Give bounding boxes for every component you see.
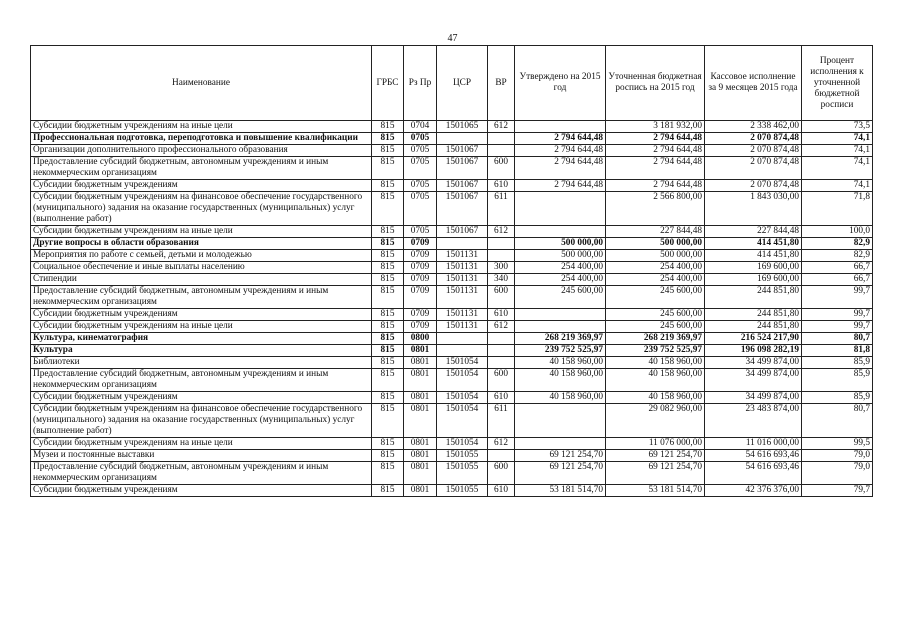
- header-cash: Кассовое исполнение за 9 месяцев 2015 года: [705, 46, 802, 121]
- cell-grbs: 815: [372, 226, 404, 238]
- cell-csr: 1501067: [437, 157, 488, 180]
- cell-cash: 34 499 874,00: [705, 392, 802, 404]
- cell-refined: 500 000,00: [606, 250, 705, 262]
- cell-refined: 40 158 960,00: [606, 392, 705, 404]
- cell-vr: 610: [488, 392, 515, 404]
- cell-approved: 40 158 960,00: [515, 392, 606, 404]
- cell-refined: 69 121 254,70: [606, 450, 705, 462]
- cell-csr: 1501054: [437, 369, 488, 392]
- cell-name: Предоставление субсидий бюджетным, автономным учреждениям и иным некоммерческим организациям: [31, 286, 372, 309]
- cell-name: Субсидии бюджетным учреждениям: [31, 309, 372, 321]
- cell-cash: 54 616 693,46: [705, 450, 802, 462]
- cell-grbs: 815: [372, 392, 404, 404]
- cell-rzpr: 0705: [404, 157, 437, 180]
- cell-grbs: 815: [372, 485, 404, 497]
- cell-approved: [515, 121, 606, 133]
- cell-refined: 40 158 960,00: [606, 357, 705, 369]
- cell-name: Предоставление субсидий бюджетным, автономным учреждениям и иным некоммерческим организациям: [31, 462, 372, 485]
- cell-grbs: 815: [372, 274, 404, 286]
- cell-csr: 1501054: [437, 392, 488, 404]
- cell-name: Субсидии бюджетным учреждениям на иные цели: [31, 226, 372, 238]
- cell-rzpr: 0704: [404, 121, 437, 133]
- cell-csr: 1501055: [437, 462, 488, 485]
- cell-vr: 611: [488, 404, 515, 438]
- table-row: [31, 133, 873, 145]
- cell-grbs: 815: [372, 462, 404, 485]
- cell-approved: [515, 438, 606, 450]
- cell-csr: 1501055: [437, 485, 488, 497]
- cell-refined: 40 158 960,00: [606, 369, 705, 392]
- cell-grbs: 815: [372, 438, 404, 450]
- cell-csr: 1501067: [437, 145, 488, 157]
- cell-name: Библиотеки: [31, 357, 372, 369]
- cell-refined: 500 000,00: [606, 238, 705, 250]
- cell-approved: 268 219 369,97: [515, 333, 606, 345]
- cell-csr: [437, 345, 488, 357]
- table-row: [31, 180, 873, 192]
- table-row: [31, 321, 873, 333]
- cell-percent: 99,7: [802, 321, 873, 333]
- table-row: [31, 145, 873, 157]
- cell-rzpr: 0801: [404, 345, 437, 357]
- cell-vr: 610: [488, 309, 515, 321]
- header-vr: ВР: [488, 46, 515, 121]
- cell-rzpr: 0705: [404, 226, 437, 238]
- cell-grbs: 815: [372, 333, 404, 345]
- cell-refined: 245 600,00: [606, 286, 705, 309]
- cell-grbs: 815: [372, 180, 404, 192]
- cell-percent: 81,8: [802, 345, 873, 357]
- cell-refined: 245 600,00: [606, 309, 705, 321]
- cell-rzpr: 0709: [404, 286, 437, 309]
- cell-cash: 169 600,00: [705, 274, 802, 286]
- cell-percent: 82,9: [802, 250, 873, 262]
- cell-vr: [488, 345, 515, 357]
- cell-vr: 610: [488, 180, 515, 192]
- cell-cash: 244 851,80: [705, 321, 802, 333]
- cell-approved: [515, 192, 606, 226]
- cell-refined: 3 181 932,00: [606, 121, 705, 133]
- cell-refined: 227 844,48: [606, 226, 705, 238]
- cell-csr: [437, 133, 488, 145]
- cell-grbs: 815: [372, 321, 404, 333]
- cell-csr: 1501055: [437, 450, 488, 462]
- table-row: [31, 274, 873, 286]
- budget-execution-table: [30, 45, 873, 497]
- cell-csr: 1501131: [437, 321, 488, 333]
- cell-name: Организации дополнительного профессионального образования: [31, 145, 372, 157]
- cell-refined: 254 400,00: [606, 262, 705, 274]
- cell-percent: 100,0: [802, 226, 873, 238]
- cell-cash: 2 070 874,48: [705, 157, 802, 180]
- cell-vr: 600: [488, 462, 515, 485]
- table-row: [31, 262, 873, 274]
- header-csr: ЦСР: [437, 46, 488, 121]
- cell-rzpr: 0709: [404, 238, 437, 250]
- cell-refined: 2 566 800,00: [606, 192, 705, 226]
- cell-rzpr: 0709: [404, 321, 437, 333]
- cell-approved: 239 752 525,97: [515, 345, 606, 357]
- cell-vr: [488, 145, 515, 157]
- cell-grbs: 815: [372, 369, 404, 392]
- cell-percent: 82,9: [802, 238, 873, 250]
- table-row: [31, 121, 873, 133]
- cell-cash: 34 499 874,00: [705, 369, 802, 392]
- cell-percent: 66,7: [802, 262, 873, 274]
- cell-grbs: 815: [372, 238, 404, 250]
- cell-csr: 1501131: [437, 250, 488, 262]
- cell-percent: 66,7: [802, 274, 873, 286]
- cell-grbs: 815: [372, 192, 404, 226]
- cell-cash: 227 844,48: [705, 226, 802, 238]
- cell-approved: [515, 309, 606, 321]
- cell-csr: 1501054: [437, 438, 488, 450]
- cell-percent: 85,9: [802, 357, 873, 369]
- cell-vr: [488, 133, 515, 145]
- cell-cash: 42 376 376,00: [705, 485, 802, 497]
- cell-name: Культура, кинематография: [31, 333, 372, 345]
- cell-refined: 268 219 369,97: [606, 333, 705, 345]
- cell-rzpr: 0705: [404, 145, 437, 157]
- table-row: [31, 309, 873, 321]
- cell-vr: [488, 250, 515, 262]
- cell-grbs: 815: [372, 250, 404, 262]
- cell-grbs: 815: [372, 357, 404, 369]
- cell-rzpr: 0801: [404, 450, 437, 462]
- cell-grbs: 815: [372, 157, 404, 180]
- header-rzpr: Рз Пр: [404, 46, 437, 121]
- table-row: [31, 357, 873, 369]
- cell-rzpr: 0709: [404, 250, 437, 262]
- cell-percent: 74,1: [802, 180, 873, 192]
- table-row: [31, 226, 873, 238]
- cell-name: Другие вопросы в области образования: [31, 238, 372, 250]
- cell-rzpr: 0705: [404, 192, 437, 226]
- table-row: [31, 345, 873, 357]
- cell-cash: 11 016 000,00: [705, 438, 802, 450]
- header-name: Наименование: [31, 46, 372, 121]
- cell-refined: 239 752 525,97: [606, 345, 705, 357]
- cell-name: Профессиональная подготовка, переподготовка и повышение квалификации: [31, 133, 372, 145]
- cell-grbs: 815: [372, 345, 404, 357]
- page-number: 47: [447, 33, 458, 44]
- cell-grbs: 815: [372, 286, 404, 309]
- cell-cash: 1 843 030,00: [705, 192, 802, 226]
- cell-rzpr: 0705: [404, 180, 437, 192]
- cell-cash: 216 524 217,90: [705, 333, 802, 345]
- cell-refined: 69 121 254,70: [606, 462, 705, 485]
- cell-cash: 169 600,00: [705, 262, 802, 274]
- cell-percent: 99,7: [802, 286, 873, 309]
- cell-vr: [488, 450, 515, 462]
- cell-percent: 79,7: [802, 485, 873, 497]
- cell-approved: [515, 404, 606, 438]
- cell-name: Субсидии бюджетным учреждениям: [31, 180, 372, 192]
- cell-approved: 2 794 644,48: [515, 157, 606, 180]
- cell-csr: 1501131: [437, 286, 488, 309]
- cell-rzpr: 0709: [404, 309, 437, 321]
- cell-grbs: 815: [372, 309, 404, 321]
- cell-percent: 80,7: [802, 404, 873, 438]
- cell-vr: 610: [488, 485, 515, 497]
- table-row: [31, 192, 873, 226]
- cell-approved: 2 794 644,48: [515, 145, 606, 157]
- cell-rzpr: 0801: [404, 369, 437, 392]
- table-row: [31, 450, 873, 462]
- cell-refined: 2 794 644,48: [606, 145, 705, 157]
- cell-cash: 23 483 874,00: [705, 404, 802, 438]
- cell-csr: 1501131: [437, 274, 488, 286]
- cell-percent: 85,9: [802, 392, 873, 404]
- cell-cash: 196 098 282,19: [705, 345, 802, 357]
- cell-approved: 69 121 254,70: [515, 462, 606, 485]
- cell-vr: 300: [488, 262, 515, 274]
- cell-vr: 611: [488, 192, 515, 226]
- cell-approved: 500 000,00: [515, 238, 606, 250]
- cell-cash: 34 499 874,00: [705, 357, 802, 369]
- cell-cash: 54 616 693,46: [705, 462, 802, 485]
- cell-approved: 40 158 960,00: [515, 357, 606, 369]
- cell-rzpr: 0801: [404, 357, 437, 369]
- cell-rzpr: 0801: [404, 404, 437, 438]
- cell-grbs: 815: [372, 262, 404, 274]
- table-row: [31, 462, 873, 485]
- cell-rzpr: 0705: [404, 133, 437, 145]
- header-refined: Уточненная бюджетная роспись на 2015 год: [606, 46, 705, 121]
- header-percent: Процент исполнения к уточненной бюджетной росписи: [802, 46, 873, 121]
- table-header-row: [31, 46, 873, 121]
- cell-name: Социальное обеспечение и иные выплаты населению: [31, 262, 372, 274]
- cell-rzpr: 0800: [404, 333, 437, 345]
- table-row: [31, 157, 873, 180]
- header-approved: Утверждено на 2015 год: [515, 46, 606, 121]
- cell-rzpr: 0709: [404, 274, 437, 286]
- cell-refined: 53 181 514,70: [606, 485, 705, 497]
- cell-grbs: 815: [372, 404, 404, 438]
- cell-refined: 11 076 000,00: [606, 438, 705, 450]
- cell-cash: 2 070 874,48: [705, 133, 802, 145]
- cell-approved: 40 158 960,00: [515, 369, 606, 392]
- cell-percent: 71,8: [802, 192, 873, 226]
- table-row: [31, 369, 873, 392]
- cell-approved: 500 000,00: [515, 250, 606, 262]
- cell-refined: 2 794 644,48: [606, 157, 705, 180]
- cell-percent: 74,1: [802, 145, 873, 157]
- cell-cash: 244 851,80: [705, 286, 802, 309]
- header-grbs: ГРБС: [372, 46, 404, 121]
- cell-csr: [437, 238, 488, 250]
- table-row: [31, 250, 873, 262]
- cell-refined: 245 600,00: [606, 321, 705, 333]
- cell-approved: 254 400,00: [515, 274, 606, 286]
- cell-grbs: 815: [372, 145, 404, 157]
- table-row: [31, 404, 873, 438]
- cell-percent: 80,7: [802, 333, 873, 345]
- table-row: [31, 392, 873, 404]
- cell-approved: 69 121 254,70: [515, 450, 606, 462]
- cell-vr: 600: [488, 157, 515, 180]
- cell-percent: 99,5: [802, 438, 873, 450]
- cell-vr: 612: [488, 321, 515, 333]
- cell-approved: 245 600,00: [515, 286, 606, 309]
- cell-percent: 79,0: [802, 462, 873, 485]
- cell-vr: 600: [488, 286, 515, 309]
- cell-name: Субсидии бюджетным учреждениям на иные цели: [31, 438, 372, 450]
- table-row: [31, 286, 873, 309]
- cell-name: Субсидии бюджетным учреждениям на финансовое обеспечение государственного (муниципального) задания на оказание государственных (муниципальных) услуг (выполнение работ): [31, 404, 372, 438]
- cell-csr: 1501131: [437, 309, 488, 321]
- cell-grbs: 815: [372, 133, 404, 145]
- cell-refined: 2 794 644,48: [606, 180, 705, 192]
- cell-percent: 73,5: [802, 121, 873, 133]
- cell-percent: 74,1: [802, 157, 873, 180]
- cell-name: Субсидии бюджетным учреждениям: [31, 485, 372, 497]
- cell-rzpr: 0709: [404, 262, 437, 274]
- cell-rzpr: 0801: [404, 392, 437, 404]
- cell-grbs: 815: [372, 121, 404, 133]
- cell-csr: 1501065: [437, 121, 488, 133]
- cell-cash: 2 070 874,48: [705, 180, 802, 192]
- cell-approved: 2 794 644,48: [515, 133, 606, 145]
- cell-vr: 612: [488, 438, 515, 450]
- cell-name: Субсидии бюджетным учреждениям на иные цели: [31, 321, 372, 333]
- table-row: [31, 485, 873, 497]
- cell-csr: 1501131: [437, 262, 488, 274]
- cell-vr: [488, 333, 515, 345]
- cell-csr: [437, 333, 488, 345]
- cell-refined: 29 082 960,00: [606, 404, 705, 438]
- cell-cash: 2 338 462,00: [705, 121, 802, 133]
- cell-vr: 600: [488, 369, 515, 392]
- cell-csr: 1501067: [437, 180, 488, 192]
- cell-refined: 2 794 644,48: [606, 133, 705, 145]
- table-body: [31, 121, 873, 497]
- cell-cash: 244 851,80: [705, 309, 802, 321]
- cell-percent: 99,7: [802, 309, 873, 321]
- cell-name: Предоставление субсидий бюджетным, автономным учреждениям и иным некоммерческим организациям: [31, 157, 372, 180]
- cell-grbs: 815: [372, 450, 404, 462]
- cell-percent: 85,9: [802, 369, 873, 392]
- cell-cash: 2 070 874,48: [705, 145, 802, 157]
- table-row: [31, 333, 873, 345]
- cell-vr: 612: [488, 226, 515, 238]
- cell-approved: 53 181 514,70: [515, 485, 606, 497]
- cell-name: Предоставление субсидий бюджетным, автономным учреждениям и иным некоммерческим организациям: [31, 369, 372, 392]
- table-row: [31, 238, 873, 250]
- cell-csr: 1501067: [437, 192, 488, 226]
- cell-vr: [488, 357, 515, 369]
- cell-rzpr: 0801: [404, 438, 437, 450]
- cell-csr: 1501067: [437, 226, 488, 238]
- cell-name: Стипендии: [31, 274, 372, 286]
- cell-approved: [515, 226, 606, 238]
- table-row: [31, 438, 873, 450]
- cell-name: Субсидии бюджетным учреждениям на финансовое обеспечение государственного (муниципального) задания на оказание государственных (муниципальных) услуг (выполнение работ): [31, 192, 372, 226]
- cell-vr: [488, 238, 515, 250]
- cell-approved: [515, 321, 606, 333]
- cell-cash: 414 451,80: [705, 238, 802, 250]
- cell-name: Субсидии бюджетным учреждениям на иные цели: [31, 121, 372, 133]
- cell-name: Мероприятия по работе с семьей, детьми и молодежью: [31, 250, 372, 262]
- cell-name: Культура: [31, 345, 372, 357]
- cell-csr: 1501054: [437, 357, 488, 369]
- cell-approved: 254 400,00: [515, 262, 606, 274]
- cell-percent: 79,0: [802, 450, 873, 462]
- cell-name: Музеи и постоянные выставки: [31, 450, 372, 462]
- cell-percent: 74,1: [802, 133, 873, 145]
- cell-refined: 254 400,00: [606, 274, 705, 286]
- cell-name: Субсидии бюджетным учреждениям: [31, 392, 372, 404]
- cell-csr: 1501054: [437, 404, 488, 438]
- cell-approved: 2 794 644,48: [515, 180, 606, 192]
- cell-vr: 612: [488, 121, 515, 133]
- cell-cash: 414 451,80: [705, 250, 802, 262]
- cell-rzpr: 0801: [404, 485, 437, 497]
- cell-vr: 340: [488, 274, 515, 286]
- cell-rzpr: 0801: [404, 462, 437, 485]
